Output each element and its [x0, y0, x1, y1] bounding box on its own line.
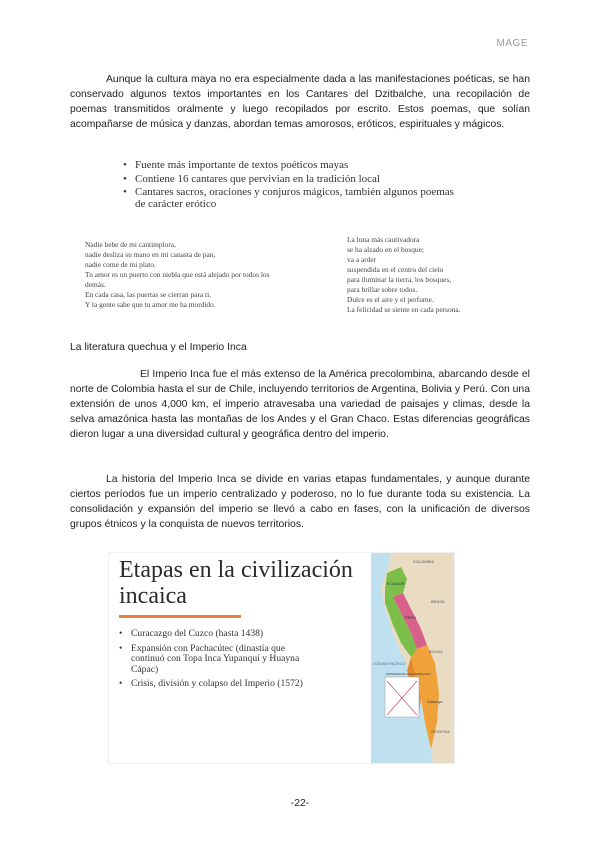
header-mark: MAGE — [496, 38, 528, 49]
inca-paragraph-2 — [70, 472, 530, 532]
poem-line: para iluminar la tierra, los bosques, — [347, 275, 452, 284]
intro-paragraph — [70, 72, 530, 132]
poem-right — [347, 235, 517, 315]
slide-bullet: • Expansión con Pachacútec (dinastía que continuó con Topa Inca Yupanquí y Huayna Cápac) — [119, 642, 300, 675]
maya-bullets — [123, 160, 463, 212]
map-label-ecuador: ECUADOR — [387, 582, 405, 586]
inca-text-1: El Imperio Inca fue el más extenso de la América precolombina, abarcando desde el norte de Colombia hasta el sur de Chile, incluyendo territorios de Argentina, Bolivia y Perú. Con una extensión de unos 4,000 km, el imperio atravesaba una variedad de paisajes y climas, desde la selva amazónica hasta las montañas de los Andes y el Gran Chaco. Estas diferencias geográficas dieron lugar a una diversidad cultural y geográfica dentro del imperio. — [70, 369, 530, 440]
map-label-ocean: OCÉANO PACÍFICO — [373, 662, 406, 666]
poem-line: La luna más cautivadora — [347, 235, 420, 244]
map-label-bolivia: BOLIVIA — [429, 650, 443, 654]
inca-text-2: La historia del Imperio Inca se divide en varias etapas fundamentales, y aunque durante ciertos períodos fue un imperio centralizado y poderoso, no lo fue durante toda su existencia. La consolidación y expansión del imperio se llevó a cabo en fases, con la unificación de diversos grupos étnicos y la conquista de nuevos territorios. — [70, 474, 530, 530]
poem-line: Nadie bebe de mi cantimplora, — [85, 240, 176, 249]
map-label-peru: PERÚ — [405, 615, 417, 620]
intro-text: Aunque la cultura maya no era especialmente dada a las manifestaciones poéticas, se han conservado algunos textos importantes en los Cantares del Dzitbalche, una recopilación de poemas transmitidos oralmente y luego recopilados por escrito. Estos poemas, que solían acompañarse de música y danzas, abordan temas amorosos, eróticos, espirituales y mágicos. — [70, 74, 530, 130]
poem-line: Dulce es el aire y el perfume. — [347, 295, 434, 304]
slide-title-rule — [119, 615, 241, 618]
maya-bullet: • Fuente más importante de textos poéticos mayas — [123, 159, 349, 171]
map-legend-box — [385, 677, 419, 717]
poem-line: Y la gente sabe que tu amor me ha mordido. — [85, 300, 216, 309]
slide-title: Etapas en la civilización incaica — [119, 557, 353, 609]
slide-bullets — [119, 629, 319, 694]
page-number: -22- — [290, 798, 310, 809]
poem-line: va a arder — [347, 255, 377, 264]
poem-line: Tu amor es un puerto con niebla que está alejado por todos los — [85, 270, 270, 279]
inca-empire-map — [371, 553, 454, 763]
poem-line: nadie come de mi plato. — [85, 260, 156, 269]
poem-line: nadie desliza su mano en mi canasta de pan, — [85, 250, 216, 259]
poem-left — [85, 240, 317, 310]
map-label-brasil: BRASIL — [431, 599, 446, 604]
maya-bullet: • Contiene 16 cantares que pervivian en la tradición local — [123, 172, 380, 185]
poem-line: En cada casa, las puertas se cierran para ti. — [85, 290, 211, 299]
poem-line: se ha alzado en el bosque; — [347, 245, 424, 254]
slide-bullet: • Crisis, división y colapso del Imperio (1572) — [119, 678, 303, 689]
map-label-colombia: COLOMBIA — [413, 559, 435, 564]
slide-bullet: • Curacazgo del Cuzco (hasta 1438) — [119, 628, 264, 639]
poem-line: La felicidad se siente en cada persona. — [347, 305, 461, 314]
maya-bullet: • Cantares sacros, oraciones y conjuros mágicos, también algunos poemas de carácter erótico — [123, 186, 454, 210]
map-legend-title: DIVISIONES DE LA ECONOMÍA INCA — [386, 673, 431, 676]
poem-line: para brillar sobre todos. — [347, 285, 418, 294]
poem-line: suspendida en el centro del cielo — [347, 265, 444, 274]
inca-stages-slide — [108, 552, 455, 764]
inca-paragraph-1 — [70, 367, 530, 442]
map-label-collasuyo: Collasuyo — [427, 700, 443, 704]
section-title: La literatura quechua y el Imperio Inca — [70, 342, 247, 353]
maya-poetry-figure — [85, 160, 515, 315]
map-label-argentina: ARGENTINA — [431, 730, 450, 734]
poem-line: demás. — [85, 280, 106, 289]
